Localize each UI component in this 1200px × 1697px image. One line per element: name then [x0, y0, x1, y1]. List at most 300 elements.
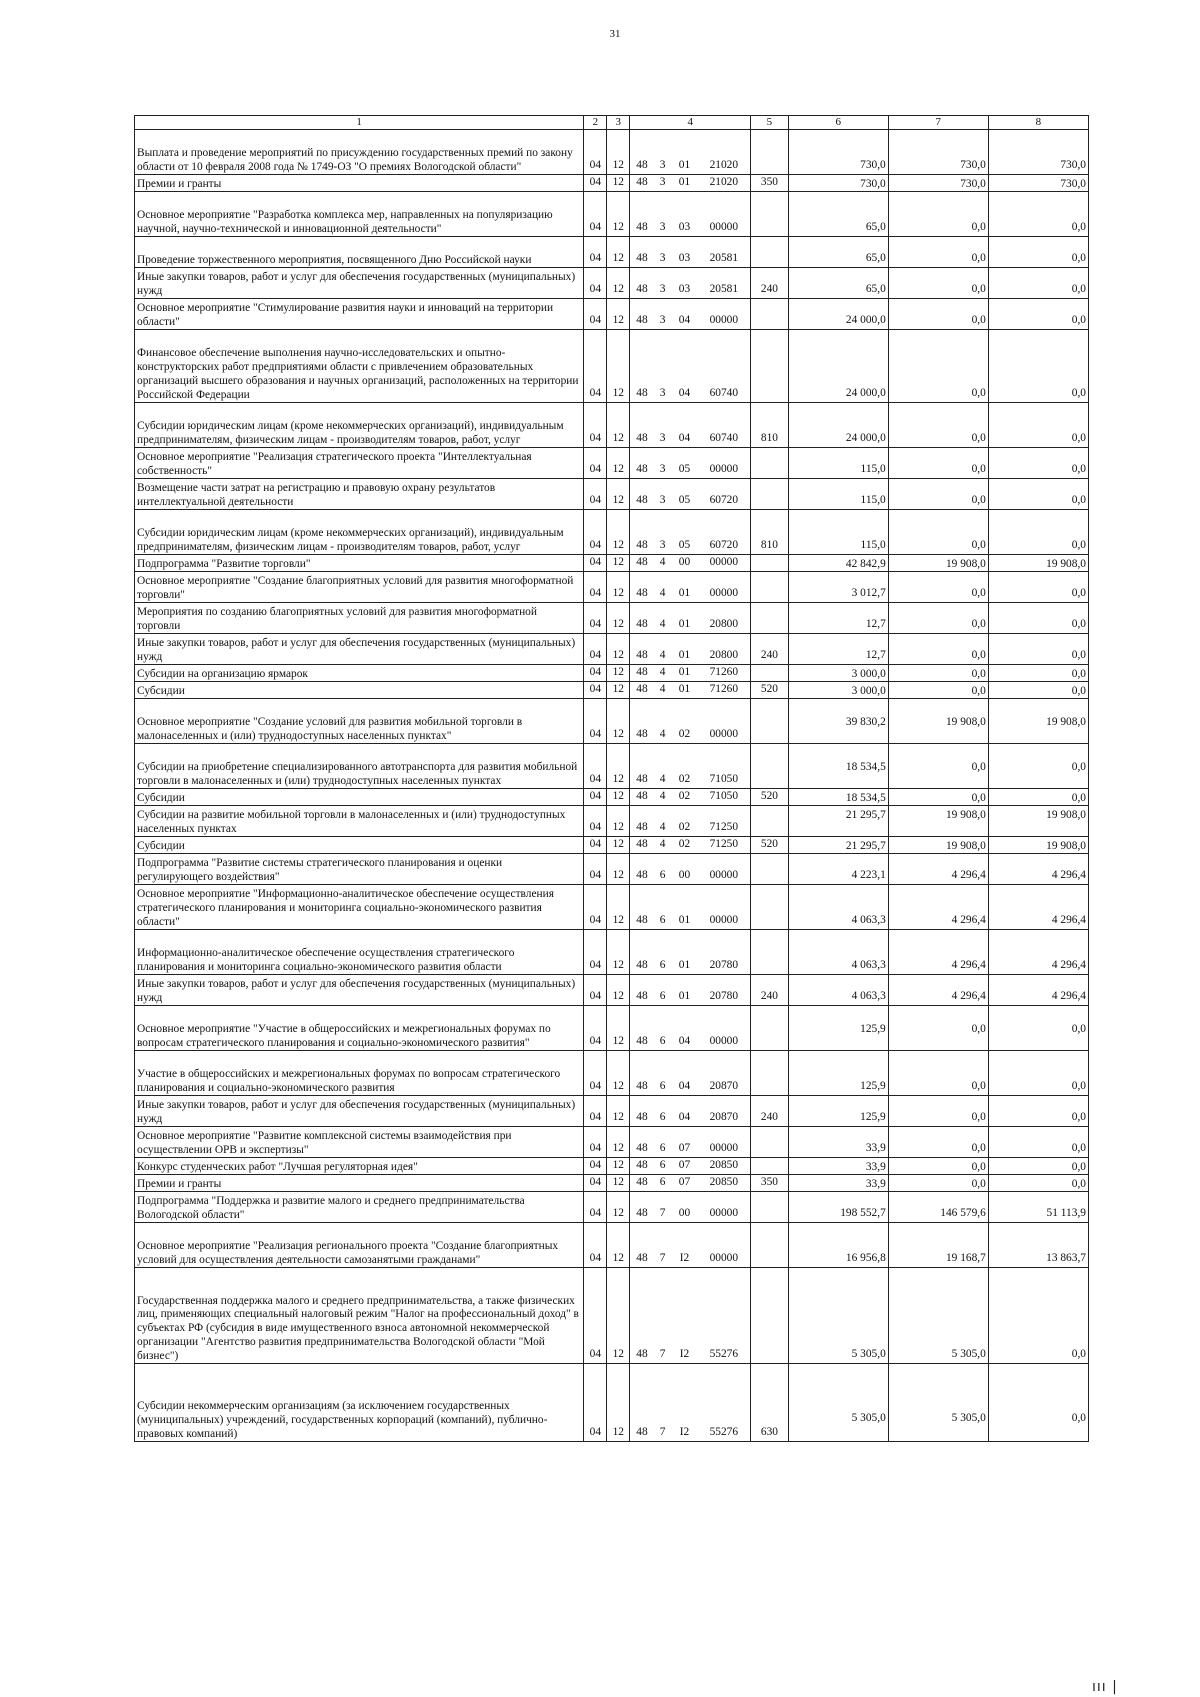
code-cell-c5 — [751, 603, 789, 634]
amount-value: 3 012,7 — [851, 586, 886, 599]
header-cell: 7 — [888, 116, 988, 130]
amount-value: 42 842,9 — [845, 557, 886, 570]
amount-cell-c7 — [888, 1006, 988, 1051]
code-cell-c4b: 3 — [654, 330, 672, 403]
amount-value: 730,0 — [1060, 177, 1086, 190]
amount-cell-c6 — [788, 1192, 888, 1223]
amount-value: 0,0 — [1071, 684, 1086, 697]
row-name-cell: Основное мероприятие "Создание благоприятных условий для развития многоформатной торговли" — [135, 572, 584, 603]
amount-value: 198 552,7 — [840, 1206, 886, 1219]
code-cell-c5: 810 — [751, 403, 789, 448]
amount-cell-c7 — [888, 854, 988, 885]
amount-value: 0,0 — [971, 760, 986, 773]
row-name-cell: Информационно-аналитическое обеспечение осуществления стратегического планирования и мониторинга социально-экономического развития области — [135, 930, 584, 975]
amount-value: 0,0 — [1071, 1141, 1086, 1154]
code-cell-c2: 04 — [584, 634, 607, 665]
amount-cell-c7 — [888, 665, 988, 682]
code-cell-c4c: 00 — [671, 854, 697, 885]
code-cell-c4c: 05 — [671, 479, 697, 510]
code-cell-c4d: 71250 — [697, 806, 750, 837]
table-row — [135, 1158, 1089, 1175]
table-row — [135, 268, 1089, 299]
code-cell-c2: 04 — [584, 744, 607, 789]
header-cell: 2 — [584, 116, 607, 130]
code-cell-c2: 04 — [584, 479, 607, 510]
amount-cell-c8 — [988, 299, 1088, 330]
amount-value: 4 296,4 — [951, 913, 986, 926]
code-cell-c4d: 20780 — [697, 975, 750, 1006]
amount-cell-c6 — [788, 1051, 888, 1096]
code-cell-c4a: 48 — [630, 1223, 654, 1268]
amount-cell-c7 — [888, 930, 988, 975]
code-cell-c4b: 3 — [654, 299, 672, 330]
code-cell-c4b: 3 — [654, 479, 672, 510]
amount-value: 0,0 — [1071, 648, 1086, 661]
code-cell-c4b: 3 — [654, 192, 672, 237]
table-row — [135, 854, 1089, 885]
code-cell-c4d: 71050 — [697, 744, 750, 789]
row-name-cell: Субсидии некоммерческим организациям (за исключением государственных (муниципальных) учреждений, государственных корпораций (компаний), публично-правовых компаний) — [135, 1364, 584, 1442]
code-cell-c4c: 04 — [671, 1006, 697, 1051]
amount-value: 19 908,0 — [945, 808, 986, 821]
amount-value: 0,0 — [971, 617, 986, 630]
code-cell-c5 — [751, 1223, 789, 1268]
code-cell-c3: 12 — [607, 854, 630, 885]
amount-cell-c6 — [788, 175, 888, 192]
code-cell-c4b: 4 — [654, 806, 672, 837]
table-row — [135, 175, 1089, 192]
code-cell-c4d: 20780 — [697, 930, 750, 975]
code-cell-c4b: 6 — [654, 885, 672, 930]
code-cell-c4a: 48 — [630, 682, 654, 699]
amount-value: 5 305,0 — [851, 1411, 886, 1424]
code-cell-c4a: 48 — [630, 837, 654, 854]
row-name-cell: Основное мероприятие "Реализация стратегического проекта "Интеллектуальная собственность" — [135, 448, 584, 479]
code-cell-c4a: 48 — [630, 479, 654, 510]
table-row — [135, 682, 1089, 699]
table-row — [135, 885, 1089, 930]
code-cell-c5: 350 — [751, 1175, 789, 1192]
code-cell-c3: 12 — [607, 1223, 630, 1268]
code-cell-c4a: 48 — [630, 268, 654, 299]
table-row — [135, 330, 1089, 403]
code-cell-c4a: 48 — [630, 330, 654, 403]
scan-marks: ııı | — [1092, 1679, 1118, 1695]
code-cell-c4d: 60740 — [697, 403, 750, 448]
code-cell-c2: 04 — [584, 885, 607, 930]
code-cell-c2: 04 — [584, 1223, 607, 1268]
amount-value: 0,0 — [971, 538, 986, 551]
amount-cell-c6 — [788, 268, 888, 299]
amount-value: 4 296,4 — [1051, 868, 1086, 881]
code-cell-c4b: 4 — [654, 789, 672, 806]
code-cell-c4a: 48 — [630, 1192, 654, 1223]
amount-cell-c6 — [788, 1006, 888, 1051]
budget-table — [134, 115, 1089, 1442]
code-cell-c5 — [751, 699, 789, 744]
amount-value: 0,0 — [1071, 462, 1086, 475]
amount-value: 4 296,4 — [951, 989, 986, 1002]
code-cell-c4d: 00000 — [697, 299, 750, 330]
code-cell-c5 — [751, 299, 789, 330]
code-cell-c5 — [751, 744, 789, 789]
code-cell-c4c: 02 — [671, 744, 697, 789]
code-cell-c2: 04 — [584, 130, 607, 175]
code-cell-c3: 12 — [607, 403, 630, 448]
amount-value: 5 305,0 — [851, 1347, 886, 1360]
amount-value: 5 305,0 — [951, 1347, 986, 1360]
amount-cell-c8 — [988, 975, 1088, 1006]
code-cell-c4b: 6 — [654, 1158, 672, 1175]
code-cell-c2: 04 — [584, 1268, 607, 1364]
code-cell-c3: 12 — [607, 130, 630, 175]
code-cell-c4c: 02 — [671, 806, 697, 837]
amount-cell-c8 — [988, 885, 1088, 930]
code-cell-c4c: 07 — [671, 1158, 697, 1175]
code-cell-c3: 12 — [607, 1192, 630, 1223]
amount-value: 125,9 — [860, 1079, 886, 1092]
amount-cell-c7 — [888, 1158, 988, 1175]
amount-value: 19 908,0 — [1046, 808, 1086, 821]
row-name-cell: Подпрограмма "Развитие системы стратегического планирования и оценки регулирующего воздействия" — [135, 854, 584, 885]
row-name-cell: Финансовое обеспечение выполнения научно-исследовательских и опытно-конструкторских работ предприятиями области с привлечением образовательных организаций высшего образования и научных организаций, расположенных на территории Российской Федерации — [135, 330, 584, 403]
amount-value: 0,0 — [1071, 1160, 1086, 1173]
amount-value: 4 063,3 — [851, 958, 886, 971]
code-cell-c2: 04 — [584, 192, 607, 237]
code-cell-c2: 04 — [584, 175, 607, 192]
code-cell-c5: 520 — [751, 789, 789, 806]
amount-cell-c7 — [888, 330, 988, 403]
code-cell-c4a: 48 — [630, 885, 654, 930]
code-cell-c4c: 01 — [671, 603, 697, 634]
amount-value: 0,0 — [971, 667, 986, 680]
code-cell-c4c: 02 — [671, 789, 697, 806]
amount-cell-c6 — [788, 448, 888, 479]
code-cell-c4c: 00 — [671, 1192, 697, 1223]
amount-value: 24 000,0 — [845, 313, 886, 326]
code-cell-c4d: 00000 — [697, 699, 750, 744]
code-cell-c5 — [751, 1051, 789, 1096]
row-name-cell: Премии и гранты — [135, 1175, 584, 1192]
code-cell-c2: 04 — [584, 665, 607, 682]
amount-value: 4 296,4 — [951, 958, 986, 971]
amount-cell-c7 — [888, 789, 988, 806]
code-cell-c3: 12 — [607, 806, 630, 837]
code-cell-c3: 12 — [607, 299, 630, 330]
amount-cell-c6 — [788, 930, 888, 975]
code-cell-c4d: 00000 — [697, 448, 750, 479]
code-cell-c4d: 21020 — [697, 130, 750, 175]
amount-cell-c7 — [888, 1127, 988, 1158]
code-cell-c3: 12 — [607, 699, 630, 744]
code-cell-c4a: 48 — [630, 510, 654, 555]
amount-cell-c6 — [788, 192, 888, 237]
amount-cell-c8 — [988, 806, 1088, 837]
amount-value: 19 908,0 — [945, 557, 986, 570]
amount-value: 13 863,7 — [1046, 1251, 1086, 1264]
code-cell-c4a: 48 — [630, 555, 654, 572]
table-row — [135, 510, 1089, 555]
code-cell-c5: 350 — [751, 175, 789, 192]
row-name-cell: Подпрограмма "Поддержка и развитие малого и среднего предпринимательства Вологодской области" — [135, 1192, 584, 1223]
code-cell-c5 — [751, 806, 789, 837]
code-cell-c4c: 04 — [671, 330, 697, 403]
amount-value: 0,0 — [1071, 1411, 1086, 1424]
row-name-cell: Иные закупки товаров, работ и услуг для обеспечения государственных (муниципальных) нужд — [135, 975, 584, 1006]
amount-value: 4 063,3 — [851, 989, 886, 1002]
amount-value: 0,0 — [971, 386, 986, 399]
table-row — [135, 192, 1089, 237]
code-cell-c4c: 01 — [671, 885, 697, 930]
code-cell-c3: 12 — [607, 1364, 630, 1442]
amount-cell-c8 — [988, 555, 1088, 572]
code-cell-c2: 04 — [584, 1006, 607, 1051]
amount-value: 0,0 — [1071, 1079, 1086, 1092]
row-name-cell: Основное мероприятие "Информационно-аналитическое обеспечение осуществления стратегического планирования и мониторинга социально-экономического развития области" — [135, 885, 584, 930]
code-cell-c3: 12 — [607, 237, 630, 268]
code-cell-c3: 12 — [607, 192, 630, 237]
amount-value: 146 579,6 — [940, 1206, 986, 1219]
code-cell-c4d: 60720 — [697, 479, 750, 510]
amount-value: 125,9 — [860, 1022, 886, 1035]
amount-cell-c7 — [888, 192, 988, 237]
code-cell-c4a: 48 — [630, 175, 654, 192]
row-name-cell: Субсидии — [135, 682, 584, 699]
amount-value: 0,0 — [971, 313, 986, 326]
code-cell-c3: 12 — [607, 479, 630, 510]
amount-cell-c7 — [888, 744, 988, 789]
row-name-cell: Выплата и проведение мероприятий по присуждению государственных премий по закону области от 10 февраля 2008 года № 1749-ОЗ "О премиях Вологодской области" — [135, 130, 584, 175]
amount-cell-c8 — [988, 789, 1088, 806]
code-cell-c4a: 48 — [630, 1364, 654, 1442]
code-cell-c5 — [751, 130, 789, 175]
amount-cell-c8 — [988, 837, 1088, 854]
amount-cell-c7 — [888, 1268, 988, 1364]
code-cell-c5 — [751, 479, 789, 510]
code-cell-c4c: I2 — [671, 1364, 697, 1442]
code-cell-c4c: 04 — [671, 1051, 697, 1096]
code-cell-c3: 12 — [607, 268, 630, 299]
code-cell-c4c: 01 — [671, 665, 697, 682]
table-row — [135, 634, 1089, 665]
header-cell: 6 — [788, 116, 888, 130]
code-cell-c4d: 55276 — [697, 1364, 750, 1442]
code-cell-c4a: 48 — [630, 237, 654, 268]
row-name-cell: Субсидии — [135, 789, 584, 806]
code-cell-c4c: 05 — [671, 510, 697, 555]
code-cell-c5 — [751, 1158, 789, 1175]
code-cell-c4a: 48 — [630, 1096, 654, 1127]
code-cell-c4d: 00000 — [697, 854, 750, 885]
amount-cell-c6 — [788, 1127, 888, 1158]
code-cell-c4c: 03 — [671, 268, 697, 299]
code-cell-c3: 12 — [607, 789, 630, 806]
amount-cell-c7 — [888, 975, 988, 1006]
code-cell-c4c: 07 — [671, 1127, 697, 1158]
amount-cell-c6 — [788, 479, 888, 510]
amount-value: 65,0 — [865, 251, 886, 264]
amount-cell-c8 — [988, 682, 1088, 699]
table-row — [135, 403, 1089, 448]
code-cell-c3: 12 — [607, 1268, 630, 1364]
amount-value: 0,0 — [971, 1022, 986, 1035]
amount-cell-c8 — [988, 175, 1088, 192]
code-cell-c2: 04 — [584, 854, 607, 885]
code-cell-c5 — [751, 665, 789, 682]
code-cell-c4a: 48 — [630, 789, 654, 806]
amount-value: 0,0 — [971, 462, 986, 475]
row-name-cell: Основное мероприятие "Развитие комплексной системы взаимодействия при осуществлении ОРВ и экспертизы" — [135, 1127, 584, 1158]
amount-cell-c8 — [988, 699, 1088, 744]
amount-value: 0,0 — [971, 251, 986, 264]
code-cell-c4c: 03 — [671, 192, 697, 237]
amount-cell-c8 — [988, 665, 1088, 682]
table-row — [135, 1051, 1089, 1096]
table-row — [135, 448, 1089, 479]
code-cell-c4d: 00000 — [697, 1192, 750, 1223]
table-row — [135, 1006, 1089, 1051]
amount-value: 24 000,0 — [845, 431, 886, 444]
code-cell-c3: 12 — [607, 634, 630, 665]
code-cell-c4b: 4 — [654, 665, 672, 682]
code-cell-c4c: 03 — [671, 237, 697, 268]
code-cell-c3: 12 — [607, 744, 630, 789]
code-cell-c3: 12 — [607, 1158, 630, 1175]
code-cell-c4d: 00000 — [697, 1223, 750, 1268]
amount-cell-c6 — [788, 299, 888, 330]
code-cell-c5 — [751, 1006, 789, 1051]
amount-cell-c7 — [888, 555, 988, 572]
code-cell-c4b: 3 — [654, 448, 672, 479]
amount-value: 0,0 — [1071, 538, 1086, 551]
amount-cell-c6 — [788, 837, 888, 854]
code-cell-c2: 04 — [584, 237, 607, 268]
code-cell-c4d: 20581 — [697, 268, 750, 299]
amount-cell-c6 — [788, 1268, 888, 1364]
amount-cell-c8 — [988, 403, 1088, 448]
code-cell-c5: 520 — [751, 837, 789, 854]
amount-value: 730,0 — [860, 177, 886, 190]
code-cell-c4a: 48 — [630, 1158, 654, 1175]
amount-cell-c7 — [888, 634, 988, 665]
header-cell: 3 — [607, 116, 630, 130]
amount-value: 730,0 — [960, 158, 986, 171]
amount-value: 0,0 — [971, 1079, 986, 1092]
amount-value: 33,9 — [865, 1177, 886, 1190]
amount-cell-c6 — [788, 510, 888, 555]
row-name-cell: Основное мероприятие "Стимулирование развития науки и инноваций на территории области" — [135, 299, 584, 330]
row-name-cell: Основное мероприятие "Участие в общероссийских и межрегиональных форумах по вопросам стратегического планирования и социально-экономического развития" — [135, 1006, 584, 1051]
code-cell-c3: 12 — [607, 175, 630, 192]
code-cell-c2: 04 — [584, 299, 607, 330]
code-cell-c4c: 01 — [671, 930, 697, 975]
row-name-cell: Иные закупки товаров, работ и услуг для обеспечения государственных (муниципальных) нужд — [135, 268, 584, 299]
code-cell-c4b: 4 — [654, 634, 672, 665]
amount-cell-c6 — [788, 744, 888, 789]
code-cell-c3: 12 — [607, 682, 630, 699]
amount-cell-c8 — [988, 237, 1088, 268]
amount-value: 0,0 — [1071, 251, 1086, 264]
code-cell-c4b: 4 — [654, 699, 672, 744]
amount-value: 0,0 — [1071, 617, 1086, 630]
amount-cell-c6 — [788, 806, 888, 837]
code-cell-c5 — [751, 448, 789, 479]
amount-value: 4 296,4 — [1051, 958, 1086, 971]
amount-cell-c8 — [988, 1006, 1088, 1051]
code-cell-c3: 12 — [607, 975, 630, 1006]
code-cell-c4d: 71050 — [697, 789, 750, 806]
amount-cell-c6 — [788, 403, 888, 448]
amount-cell-c8 — [988, 854, 1088, 885]
code-cell-c4d: 00000 — [697, 555, 750, 572]
code-cell-c4d: 00000 — [697, 192, 750, 237]
page-number: 31 — [609, 28, 621, 40]
code-cell-c4b: 6 — [654, 854, 672, 885]
code-cell-c5 — [751, 885, 789, 930]
amount-cell-c8 — [988, 130, 1088, 175]
code-cell-c4a: 48 — [630, 572, 654, 603]
code-cell-c4c: 01 — [671, 682, 697, 699]
row-name-cell: Подпрограмма "Развитие торговли" — [135, 555, 584, 572]
code-cell-c4d: 20850 — [697, 1175, 750, 1192]
code-cell-c2: 04 — [584, 806, 607, 837]
amount-cell-c7 — [888, 130, 988, 175]
amount-value: 19 908,0 — [1046, 839, 1086, 852]
code-cell-c3: 12 — [607, 555, 630, 572]
row-name-cell: Субсидии юридическим лицам (кроме некоммерческих организаций), индивидуальным предпринимателям, физическим лицам - производителям товаров, работ, услуг — [135, 403, 584, 448]
table-row — [135, 130, 1089, 175]
table-row — [135, 930, 1089, 975]
code-cell-c4d: 71260 — [697, 682, 750, 699]
amount-value: 115,0 — [860, 538, 886, 551]
code-cell-c4a: 48 — [630, 1175, 654, 1192]
amount-cell-c6 — [788, 665, 888, 682]
code-cell-c4a: 48 — [630, 854, 654, 885]
code-cell-c2: 04 — [584, 837, 607, 854]
amount-value: 19 908,0 — [945, 839, 986, 852]
amount-value: 0,0 — [1071, 791, 1086, 804]
amount-value: 19 908,0 — [1046, 715, 1086, 728]
amount-cell-c8 — [988, 744, 1088, 789]
table-row — [135, 1268, 1089, 1364]
amount-value: 12,7 — [865, 648, 886, 661]
table-row — [135, 237, 1089, 268]
code-cell-c4b: 3 — [654, 510, 672, 555]
code-cell-c4a: 48 — [630, 634, 654, 665]
code-cell-c2: 04 — [584, 1364, 607, 1442]
row-name-cell: Государственная поддержка малого и среднего предпринимательства, а также физических лиц, применяющих специальный налоговый режим "Налог на профессиональный доход" в субъектах РФ (субсидия в виде имущественного взноса автономной некоммерческой организации "Агентство развития предпринимательства Вологодской области "Мой бизнес") — [135, 1268, 584, 1364]
code-cell-c4c: 07 — [671, 1175, 697, 1192]
amount-cell-c8 — [988, 572, 1088, 603]
table-row — [135, 479, 1089, 510]
amount-value: 21 295,7 — [845, 808, 886, 821]
amount-cell-c7 — [888, 1223, 988, 1268]
table-row — [135, 299, 1089, 330]
amount-cell-c7 — [888, 806, 988, 837]
amount-value: 24 000,0 — [845, 386, 886, 399]
amount-value: 0,0 — [1071, 431, 1086, 444]
code-cell-c4b: 3 — [654, 237, 672, 268]
header-cell: 4 — [630, 116, 751, 130]
code-cell-c5 — [751, 930, 789, 975]
amount-cell-c7 — [888, 510, 988, 555]
code-cell-c4c: 00 — [671, 555, 697, 572]
table-row — [135, 1096, 1089, 1127]
code-cell-c4c: 02 — [671, 699, 697, 744]
amount-value: 0,0 — [1071, 1347, 1086, 1360]
row-name-cell: Иные закупки товаров, работ и услуг для обеспечения государственных (муниципальных) нужд — [135, 634, 584, 665]
amount-cell-c8 — [988, 1223, 1088, 1268]
